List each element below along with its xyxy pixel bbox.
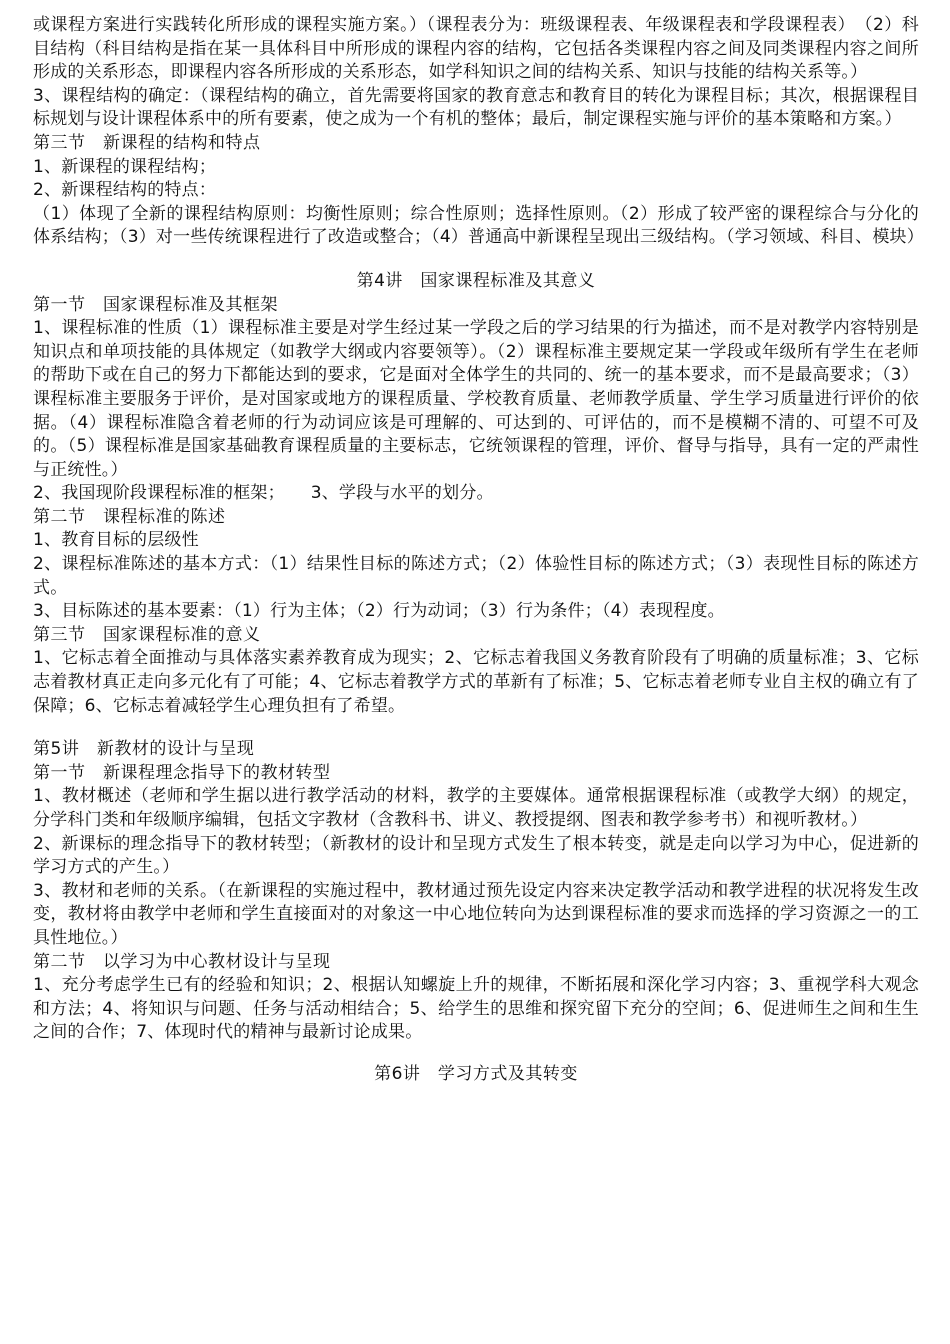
lecture-heading: 第5讲 新教材的设计与呈现 <box>33 739 255 760</box>
body-paragraph: 2、新课程结构的特点： <box>33 180 217 201</box>
body-paragraph: 2、课程标准陈述的基本方式：（1）结果性目标的陈述方式；（2）体验性目标的陈述方式；（3）表现性目标的陈述方式。 <box>33 554 919 598</box>
body-paragraph: 1、课程标准的性质（1）课程标准主要是对学生经过某一学段之后的学习结果的行为描述，而不是对教学内容特别是知识点和单项技能的具体规定（如教学大纲或内容要领等）。（2）课程标准主要规定某一学段或年级所有学生在老师的帮助下或在自己的努力下都能达到的要求，它是面对全体学生的共同的、统一的基本要求，而不是最高要求；（3）课程标准主要服务于评价，是对国家或地方的课程质量、学校教育质量、老师教学质量、学生学习质量进行评价的依据。（4）课程标准隐含着老师的行为动词应该是可理解的、可达到的、可评估的，而不是模糊不清的、可望不可及的。（5）课程标准是国家基础教育课程质量的主要标志，它统领课程的管理，评价、督导与指导，具有一定的严肃性与正统性。） <box>33 318 919 480</box>
body-paragraph: 1、它标志着全面推动与具体落实素养教育成为现实；2、它标志着我国义务教育阶段有了明确的质量标准；3、它标志着教材真正走向多元化有了可能；4、它标志着教学方式的革新有了标准；5、它标志着老师专业自主权的确立有了保障；6、它标志着减轻学生心理负担有了希望。 <box>33 648 919 716</box>
body-paragraph: 1、充分考虑学生已有的经验和知识；2、根据认知螺旋上升的规律，不断拓展和深化学习内容；3、重视学科大观念和方法；4、将知识与问题、任务与活动相结合；5、给学生的思维和探究留下充分的空间；6、促进师生之间和生生之间的合作；7、体现时代的精神与最新讨论成果。 <box>33 975 919 1043</box>
paragraph-gap <box>33 250 919 270</box>
lecture-heading: 第4讲 国家课程标准及其意义 <box>356 270 596 291</box>
body-paragraph: 1、教育目标的层级性 <box>33 530 199 551</box>
body-paragraph: 3、目标陈述的基本要素：（1）行为主体；（2）行为动词；（3）行为条件；（4）表现程度。 <box>33 601 725 622</box>
paragraph-gap <box>33 1045 919 1063</box>
section-heading: 第二节 以学习为中心教材设计与呈现 <box>33 951 331 972</box>
lecture-heading: 第6讲 学习方式及其转变 <box>374 1063 578 1084</box>
paragraph-gap <box>33 718 919 738</box>
section-heading: 第三节 新课程的结构和特点 <box>33 132 261 153</box>
document-page <box>33 14 924 1087</box>
section-heading: 第一节 新课程理念指导下的教材转型 <box>33 762 331 783</box>
body-paragraph: 3、教材和老师的关系。（在新课程的实施过程中，教材通过预先设定内容来决定教学活动和教学进程的状况将发生改变，教材将由教学中老师和学生直接面对的对象这一中心地位转向为达到课程标准的要求而选择的学习资源之一的工具性地位。） <box>33 880 919 948</box>
section-heading: 第三节 国家课程标准的意义 <box>33 624 261 645</box>
section-heading: 第二节 课程标准的陈述 <box>33 506 226 527</box>
body-paragraph: （1）体现了全新的课程结构原则：均衡性原则；综合性原则；选择性原则。（2）形成了较严密的课程综合与分化的体系结构；（3）对一些传统课程进行了改造或整合；（4）普通高中新课程呈现出三级结构。（学习领域、科目、模块） <box>33 203 924 248</box>
body-paragraph: 或课程方案进行实践转化所形成的课程实施方案。）（课程表分为：班级课程表、年级课程表和学段课程表） （2）科目结构（科目结构是指在某一具体科目中所形成的课程内容的结构，它包括各类课程内容之间及同类课程内容之间所形成的关系形态，即课程内容各所形成的关系形态，如学科知识之间的结构关系、知识与技能的结构关系等。） <box>33 15 919 83</box>
section-heading: 第一节 国家课程标准及其框架 <box>33 294 278 315</box>
body-paragraph: 1、教材概述（老师和学生据以进行教学活动的材料，教学的主要媒体。通常根据课程标准（或教学大纲）的规定，分学科门类和年级顺序编辑，包括文字教材（含教科书、讲义、教授提纲、图表和教学参考书）和视听教材。） <box>33 786 919 830</box>
body-paragraph: 2、我国现阶段课程标准的框架； 3、学段与水平的划分。 <box>33 483 494 504</box>
body-paragraph: 1、新课程的课程结构； <box>33 156 217 177</box>
body-paragraph: 3、课程结构的确定：（课程结构的确立，首先需要将国家的教育意志和教育目的转化为课程目标；其次，根据课程目标规划与设计课程体系中的所有要素，使之成为一个有机的整体；最后，制定课程实施与评价的基本策略和方案。） <box>33 85 919 130</box>
body-paragraph: 2、新课标的理念指导下的教材转型；（新教材的设计和呈现方式发生了根本转变，就是走向以学习为中心，促进新的学习方式的产生。） <box>33 833 919 878</box>
